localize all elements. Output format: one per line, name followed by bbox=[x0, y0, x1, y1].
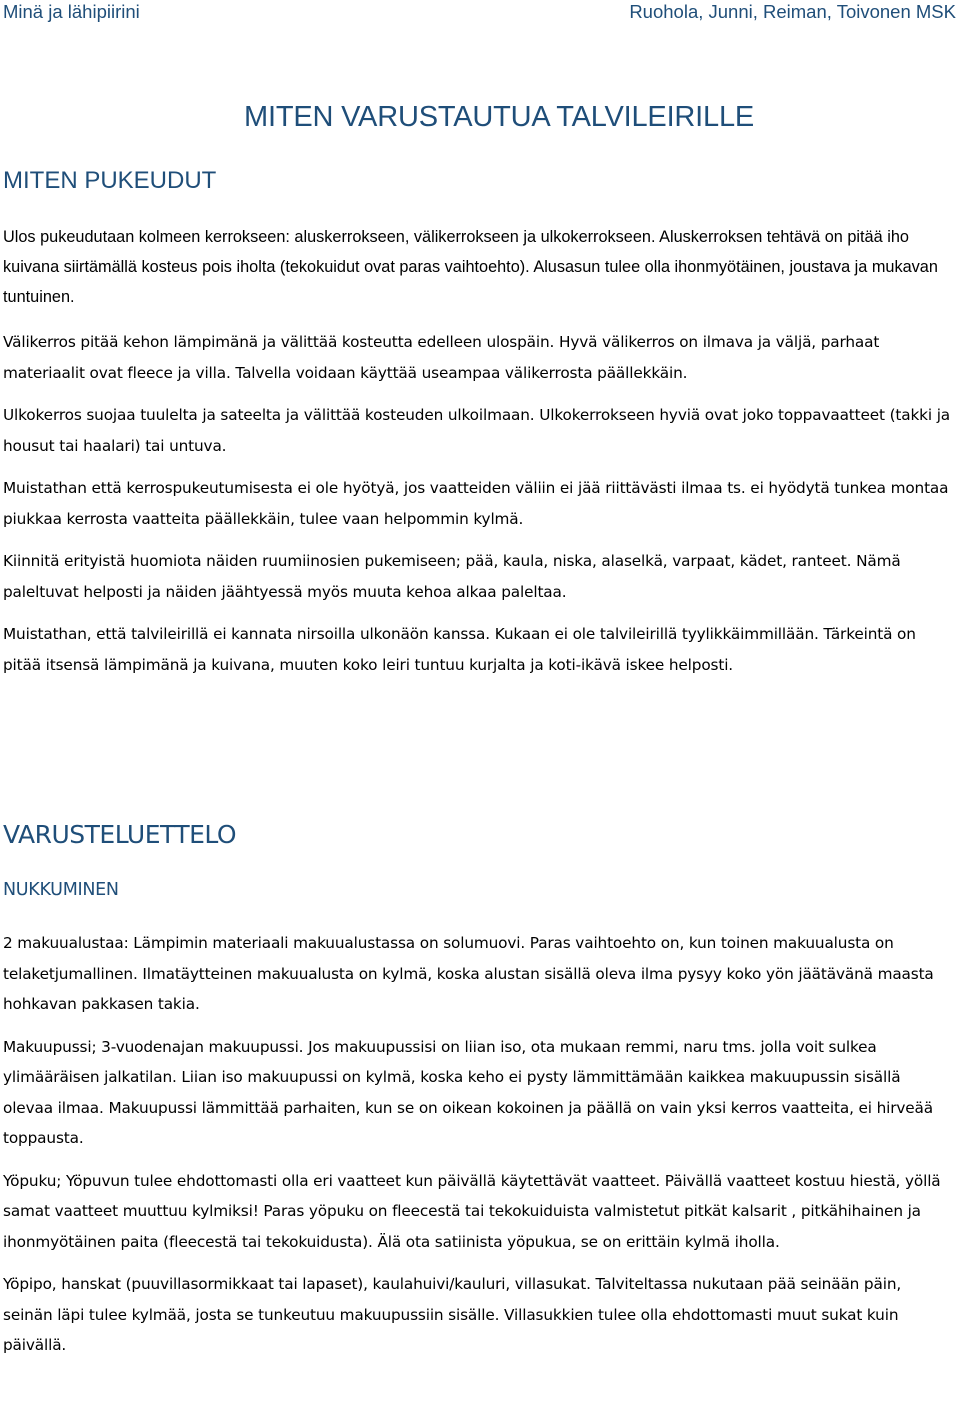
paragraph: Muistathan, että talvileirillä ei kannata nirsoilla ulkonäön kanssa. Kukaan ei ole talvileirillä tyylikkäimmillään. Tärkeintä on pitää itsensä lämpimänä ja kuivana, muuten koko leiri tuntuu kurjalta ja koti-ikävä iskee helposti. bbox=[3, 625, 916, 674]
section-heading-varusteluettelo: VARUSTELUETTELO bbox=[3, 820, 237, 849]
paragraph: Välikerros pitää kehon lämpimänä ja välittää kosteutta edelleen ulospäin. Hyvä välikerros on ilmava ja väljä, parhaat materiaalit ovat fleece ja villa. Talvella voidaan käyttää useampaa välikerrosta päällekkäin. bbox=[3, 333, 880, 382]
section-heading-pukeudut: MITEN PUKEUDUT bbox=[3, 167, 217, 194]
paragraph: Yöpuku; Yöpuvun tulee ehdottomasti olla eri vaatteet kun päivällä käytettävät vaatteet. Päivällä vaatteet kostuu hiestä, yöllä samat vaatteet muuttuu kylmiksi! Paras yöpuku on fleecestä tai tekokuiduista valmistetut pitkät kalsarit , pitkähihainen ja ihonmyötäinen paita (fleecestä tai tekokuidusta). Älä ota satiinista yöpukua, se on erittäin kylmä iholla. bbox=[3, 1171, 941, 1251]
paragraph: Kiinnitä erityistä huomiota näiden ruumiinosien pukemiseen; pää, kaula, niska, alaselkä, varpaat, kädet, ranteet. Nämä paleltuvat helposti ja näiden jäähtyessä myös muuta kehoa alkaa paleltaa. bbox=[3, 552, 901, 601]
paragraph: Ulos pukeudutaan kolmeen kerrokseen: aluskerrokseen, välikerrokseen ja ulkokerrokseen. Aluskerroksen tehtävä on pitää iho kuivana siirtämällä kosteus pois iholta (tekokuidut ovat paras vaihtoehto). Alusasun tulee olla ihonmyötäinen, joustava ja mukavan tuntuinen. bbox=[3, 228, 938, 306]
paragraph: Makuupussi; 3-vuodenajan makuupussi. Jos makuupussisi on liian iso, ota mukaan remmi, naru tms. jolla voit sulkea ylimääräisen jalkatilan. Liian iso makuupussi on kylmä, koska keho ei pysty lämmittämään kaikkea makuupussin sisällä olevaa ilmaa. Makuupussi lämmittää parhaiten, kun se on oikean kokoinen ja päällä on vain yksi kerros vaatteita, ei hirveää toppausta. bbox=[3, 1037, 934, 1147]
section-varusteluettelo-body bbox=[3, 928, 955, 1373]
section-pukeudut-body bbox=[3, 222, 955, 692]
header-left: Minä ja lähipiirini bbox=[3, 1, 140, 22]
paragraph: Muistathan että kerrospukeutumisesta ei ole hyötyä, jos vaatteiden väliin ei jää riittävästi ilmaa ts. ei hyödytä tunkea montaa piukkaa kerrosta vaatteita päällekkäin, tulee vaan helpommin kylmä. bbox=[3, 479, 949, 528]
paragraph: Ulkokerros suojaa tuulelta ja sateelta ja välittää kosteuden ulkoilmaan. Ulkokerrokseen hyviä ovat joko toppavaatteet (takki ja housut tai haalari) tai untuva. bbox=[3, 406, 951, 455]
paragraph: 2 makuualustaa: Lämpimin materiaali makuualustassa on solumuovi. Paras vaihtoehto on, kun toinen makuualusta on telaketjumallinen. Ilmatäytteinen makuualusta on kylmä, koska alustan sisällä oleva ilma pysyy koko yön jäätävänä maasta hohkavan pakkasen takia. bbox=[3, 934, 934, 1013]
subheading-nukkuminen: NUKKUMINEN bbox=[3, 880, 119, 900]
paragraph: Yöpipo, hanskat (puuvillasormikkaat tai lapaset), kaulahuivi/kauluri, villasukat. Talviteltassa nukutaan pää seinään päin, seinän läpi tulee kylmää, josta se tunkeutuu makuupussiin sisälle. Villasukkien tulee olla ehdottomasti muut sukat kuin päivällä. bbox=[3, 1275, 902, 1354]
page-title: MITEN VARUSTAUTUA TALVILEIRILLE bbox=[244, 101, 755, 133]
header-right: Ruohola, Junni, Reiman, Toivonen MSK bbox=[629, 1, 956, 22]
